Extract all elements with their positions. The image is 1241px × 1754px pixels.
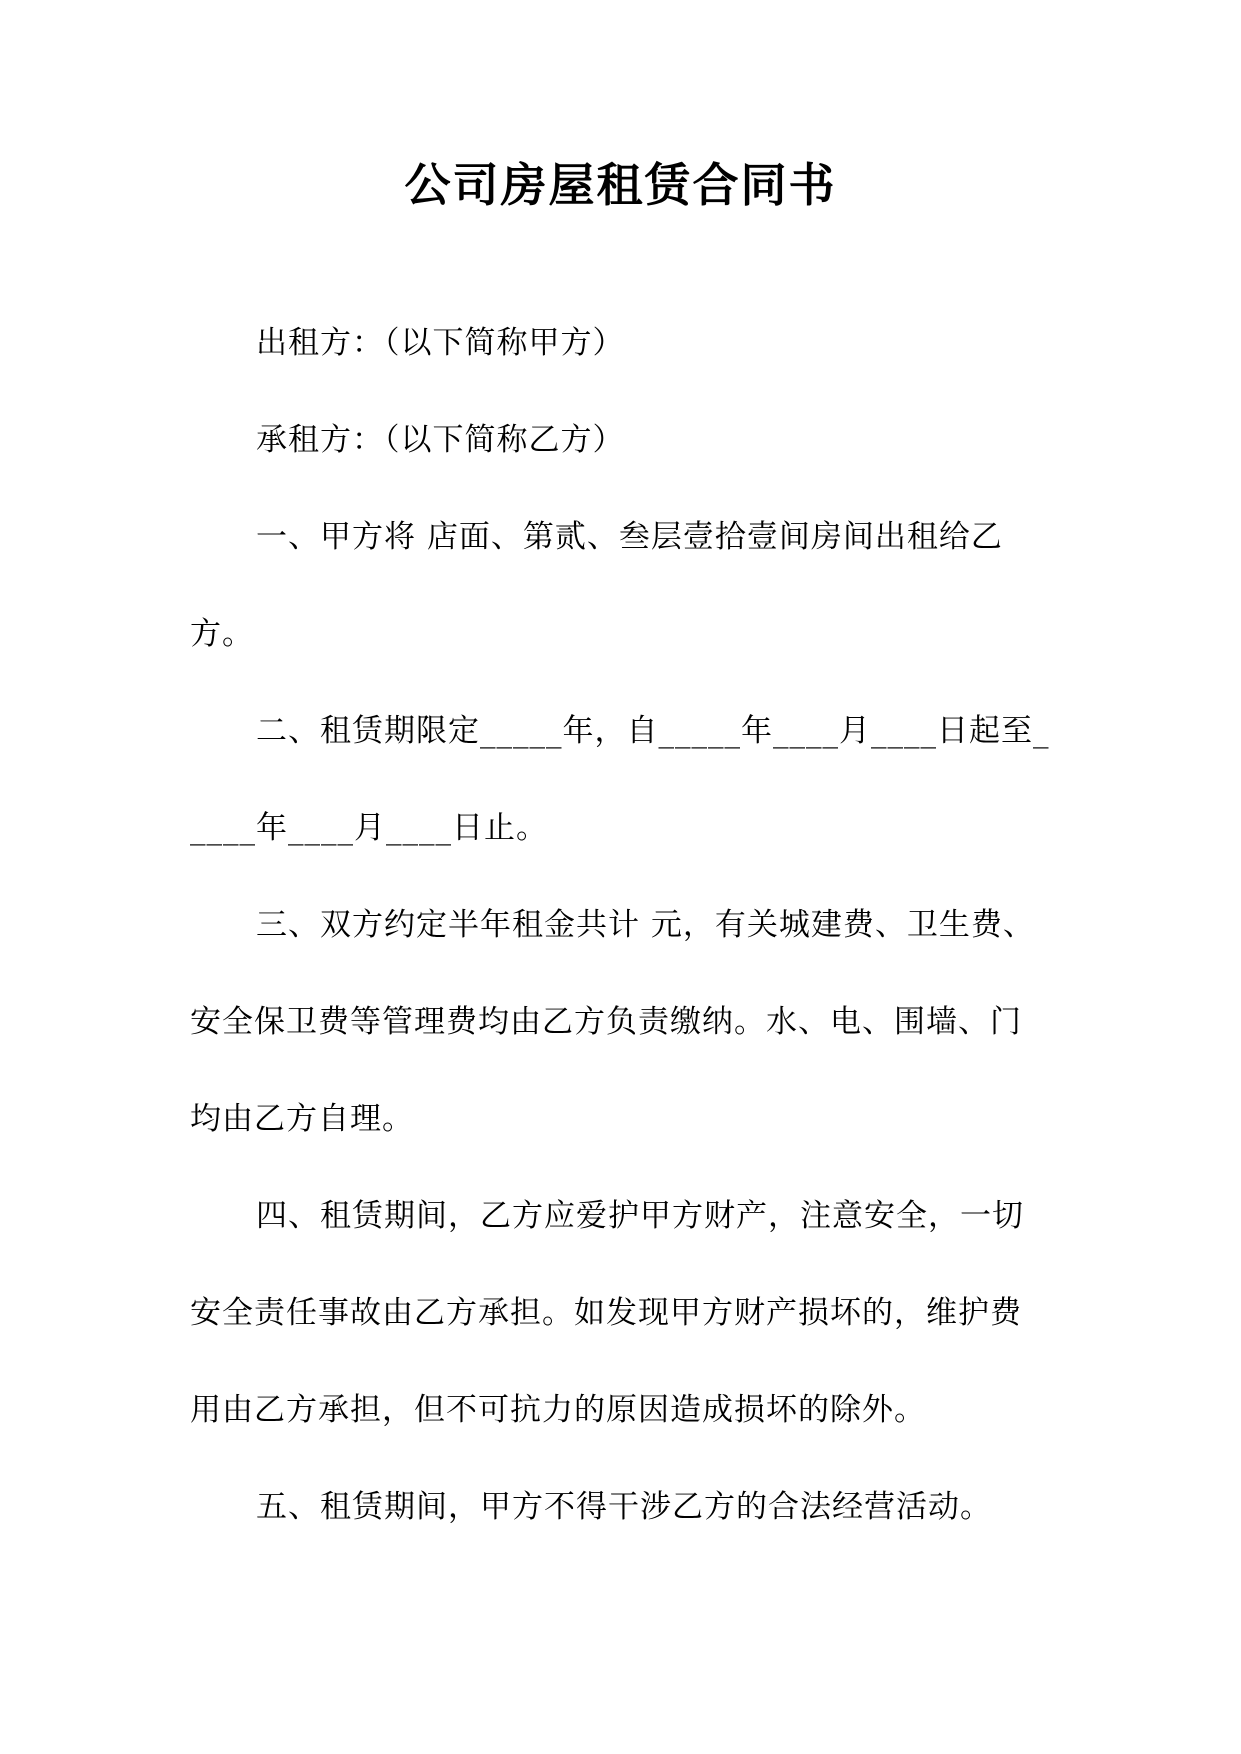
paragraph-clause-2: 二、租赁期限定_____年，自_____年____月____日起至_____年____月____日止。 [190,713,1050,846]
document-title: 公司房屋租赁合同书 [404,158,837,212]
document-body [190,295,1050,1556]
paragraph-clause-4: 四、租赁期间，乙方应爱护甲方财产，注意安全，一切安全责任事故由乙方承担。如发现甲方财产损坏的，维护费用由乙方承担，但不可抗力的原因造成损坏的除外。 [190,1198,1024,1428]
paragraph-clause-5: 五、租赁期间，甲方不得干涉乙方的合法经营活动。 [256,1489,992,1525]
paragraph-clause-1: 一、甲方将 店面、第贰、叁层壹拾壹间房间出租给乙方。 [190,519,1003,652]
paragraph-lessee: 承租方：（以下简称乙方） [256,422,625,458]
paragraph-clause-3: 三、双方约定半年租金共计 元，有关城建费、卫生费、安全保卫费等管理费均由乙方负责缴纳。水、电、围墙、门均由乙方自理。 [190,907,1035,1137]
paragraph-lessor: 出租方：（以下简称甲方） [256,325,625,361]
